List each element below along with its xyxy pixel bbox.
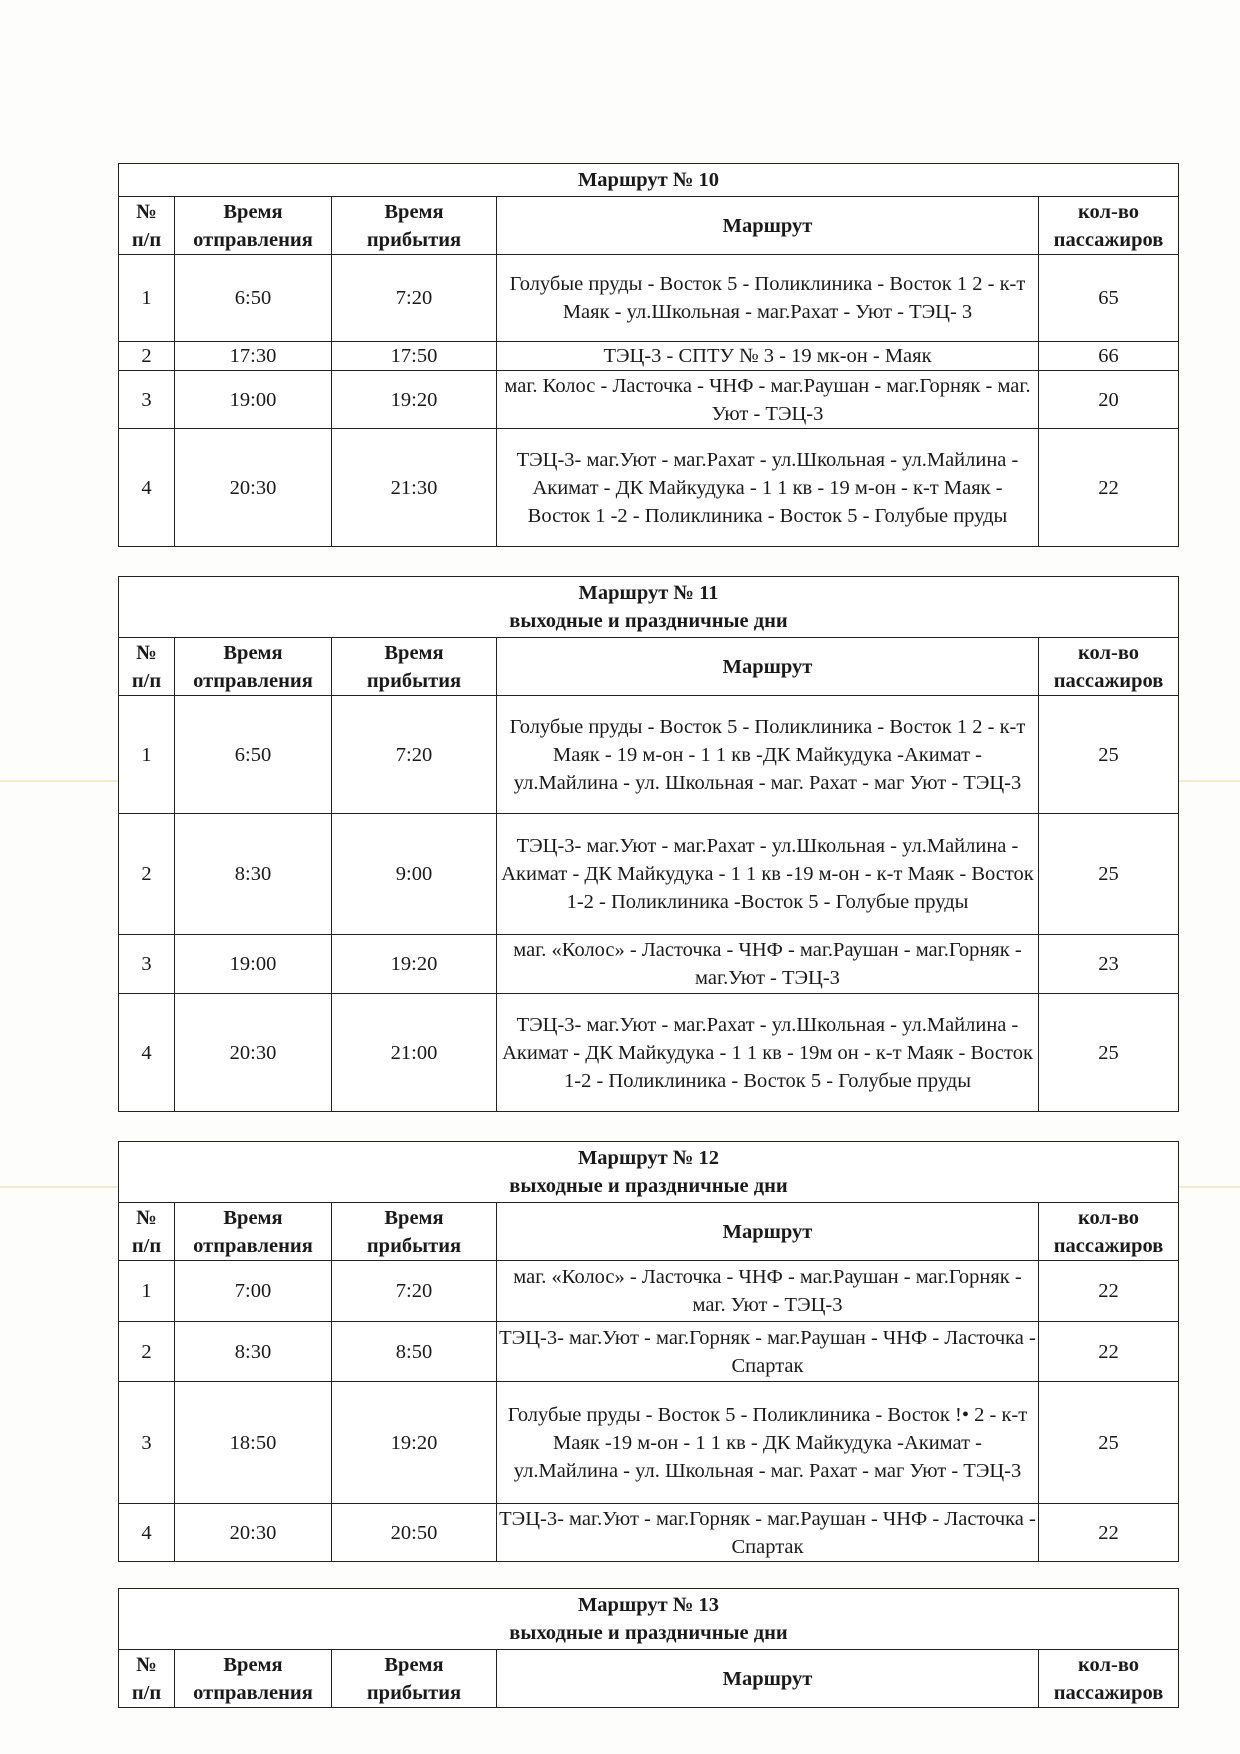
row-passengers: 25 [1039, 1382, 1179, 1504]
table-row [119, 814, 1179, 935]
table-row [119, 1261, 1179, 1322]
table-row [119, 429, 1179, 547]
row-arrive: 21:00 [332, 994, 497, 1112]
table-subtitle: выходные и праздничные дни [509, 1175, 788, 1197]
table-row [119, 342, 1179, 371]
header-depart: Время отправления [175, 1650, 332, 1708]
table-title: Маршрут № 11 [578, 582, 719, 604]
row-num: 2 [119, 342, 175, 371]
row-arrive: 17:50 [332, 342, 497, 371]
row-depart: 20:30 [175, 1504, 332, 1562]
row-route: Голубые пруды - Восток 5 - Поликлиника - Восток 1 2 - к-т Маяк - ул.Школьная - маг.Рахат - Уют - ТЭЦ- 3 [497, 255, 1039, 342]
table-title-cell [119, 164, 1179, 197]
header-row [119, 197, 1179, 255]
row-passengers: 22 [1039, 1261, 1179, 1322]
row-passengers: 22 [1039, 429, 1179, 547]
table-title: Маршрут № 10 [577, 169, 720, 191]
row-passengers: 22 [1039, 1504, 1179, 1562]
row-route: Голубые пруды - Восток 5 - Поликлиника - Восток 1 2 - к-т Маяк - 19 м-он - 1 1 кв -ДК Майкудука -Акимат - ул.Майлина - ул. Школьная - маг. Рахат - маг Уют - ТЭЦ-3 [497, 696, 1039, 814]
header-num: № п/п [119, 197, 175, 255]
header-depart: Время отправления [175, 638, 332, 696]
row-depart: 6:50 [175, 255, 332, 342]
row-route: ТЭЦ-3- маг.Уют - маг.Рахат - ул.Школьная - ул.Майлина - Акимат - ДК Майкудука - 1 1 кв - 19м он - к-т Маяк - Восток 1-2 - Поликлиника - Восток 5 - Голубые пруды [497, 994, 1039, 1112]
table-row [119, 1382, 1179, 1504]
row-depart: 19:00 [175, 371, 332, 429]
row-arrive: 19:20 [332, 371, 497, 429]
header-arrive: Время прибытия [332, 638, 497, 696]
row-route: ТЭЦ-3- маг.Уют - маг.Рахат - ул.Школьная - ул.Майлина - Акимат - ДК Майкудука - 1 1 кв -19 м-он - к-т Маяк - Восток 1-2 - Поликлиника -Восток 5 - Голубые пруды [497, 814, 1039, 935]
row-route: ТЭЦ-3 - СПТУ № 3 - 19 мк-он - Маяк [497, 342, 1039, 371]
row-depart: 19:00 [175, 935, 332, 994]
row-num: 1 [119, 1261, 175, 1322]
header-route: Маршрут [497, 638, 1039, 696]
route-table-11 [118, 576, 1179, 1112]
table-row [119, 696, 1179, 814]
row-route: ТЭЦ-3- маг.Уют - маг.Горняк - маг.Раушан - ЧНФ - Ласточка - Спартак [497, 1322, 1039, 1382]
table-title-cell [119, 577, 1179, 638]
route-table-10 [118, 163, 1179, 547]
row-arrive: 19:20 [332, 935, 497, 994]
row-passengers: 25 [1039, 994, 1179, 1112]
header-num: № п/п [119, 638, 175, 696]
header-num: № п/п [119, 1203, 175, 1261]
row-num: 1 [119, 696, 175, 814]
row-arrive: 8:50 [332, 1322, 497, 1382]
row-route: маг. «Колос» - Ласточка - ЧНФ - маг.Раушан - маг.Горняк - маг.Уют - ТЭЦ-3 [497, 935, 1039, 994]
row-num: 4 [119, 994, 175, 1112]
header-arrive: Время прибытия [332, 1650, 497, 1708]
row-route: Голубые пруды - Восток 5 - Поликлиника - Восток !• 2 - к-т Маяк -19 м-он - 1 1 кв - ДК Майкудука -Акимат - ул.Майлина - ул. Школьная - маг. Рахат - маг Уют - ТЭЦ-3 [497, 1382, 1039, 1504]
table-row [119, 255, 1179, 342]
row-route: маг. «Колос» - Ласточка - ЧНФ - маг.Раушан - маг.Горняк - маг. Уют - ТЭЦ-3 [497, 1261, 1039, 1322]
row-num: 3 [119, 935, 175, 994]
header-route: Маршрут [497, 197, 1039, 255]
header-arrive: Время прибытия [332, 1203, 497, 1261]
row-route: маг. Колос - Ласточка - ЧНФ - маг.Раушан - маг.Горняк - маг. Уют - ТЭЦ-3 [497, 371, 1039, 429]
row-arrive: 9:00 [332, 814, 497, 935]
row-depart: 8:30 [175, 1322, 332, 1382]
row-passengers: 22 [1039, 1322, 1179, 1382]
row-passengers: 25 [1039, 696, 1179, 814]
row-passengers: 25 [1039, 814, 1179, 935]
table-subtitle: выходные и праздничные дни [509, 610, 788, 632]
row-num: 4 [119, 1504, 175, 1562]
row-depart: 8:30 [175, 814, 332, 935]
route-table-13 [118, 1588, 1179, 1708]
row-route: ТЭЦ-3- маг.Уют - маг.Горняк - маг.Раушан - ЧНФ - Ласточка - Спартак [497, 1504, 1039, 1562]
row-passengers: 20 [1039, 371, 1179, 429]
row-arrive: 21:30 [332, 429, 497, 547]
row-num: 2 [119, 814, 175, 935]
header-row [119, 1650, 1179, 1708]
table-row [119, 1504, 1179, 1562]
header-arrive: Время прибытия [332, 197, 497, 255]
header-num: № п/п [119, 1650, 175, 1708]
header-passengers: кол-во пассажиров [1039, 197, 1179, 255]
row-num: 1 [119, 255, 175, 342]
header-depart: Время отправления [175, 1203, 332, 1261]
row-depart: 17:30 [175, 342, 332, 371]
table-subtitle: выходные и праздничные дни [509, 1622, 788, 1644]
row-depart: 7:00 [175, 1261, 332, 1322]
header-depart: Время отправления [175, 197, 332, 255]
row-passengers: 23 [1039, 935, 1179, 994]
row-passengers: 66 [1039, 342, 1179, 371]
row-num: 2 [119, 1322, 175, 1382]
header-route: Маршрут [497, 1650, 1039, 1708]
row-num: 4 [119, 429, 175, 547]
row-num: 3 [119, 371, 175, 429]
row-arrive: 7:20 [332, 696, 497, 814]
row-arrive: 19:20 [332, 1382, 497, 1504]
header-passengers: кол-во пассажиров [1039, 638, 1179, 696]
table-title-cell [119, 1589, 1179, 1650]
table-title-cell [119, 1142, 1179, 1203]
table-title: Маршрут № 12 [577, 1147, 720, 1169]
header-passengers: кол-во пассажиров [1039, 1203, 1179, 1261]
row-depart: 20:30 [175, 994, 332, 1112]
row-num: 3 [119, 1382, 175, 1504]
table-row [119, 994, 1179, 1112]
route-table-12 [118, 1141, 1179, 1562]
table-row [119, 1322, 1179, 1382]
table-row [119, 935, 1179, 994]
row-depart: 18:50 [175, 1382, 332, 1504]
header-passengers: кол-во пассажиров [1039, 1650, 1179, 1708]
table-title: Маршрут № 13 [577, 1594, 720, 1616]
row-arrive: 7:20 [332, 255, 497, 342]
row-route: ТЭЦ-3- маг.Уют - маг.Рахат - ул.Школьная - ул.Майлина - Акимат - ДК Майкудука - 1 1 кв - 19 м-он - к-т Маяк - Восток 1 -2 - Поликлиника - Восток 5 - Голубые пруды [497, 429, 1039, 547]
header-route: Маршрут [497, 1203, 1039, 1261]
row-arrive: 7:20 [332, 1261, 497, 1322]
row-depart: 20:30 [175, 429, 332, 547]
row-arrive: 20:50 [332, 1504, 497, 1562]
table-row [119, 371, 1179, 429]
row-passengers: 65 [1039, 255, 1179, 342]
row-depart: 6:50 [175, 696, 332, 814]
header-row [119, 638, 1179, 696]
header-row [119, 1203, 1179, 1261]
